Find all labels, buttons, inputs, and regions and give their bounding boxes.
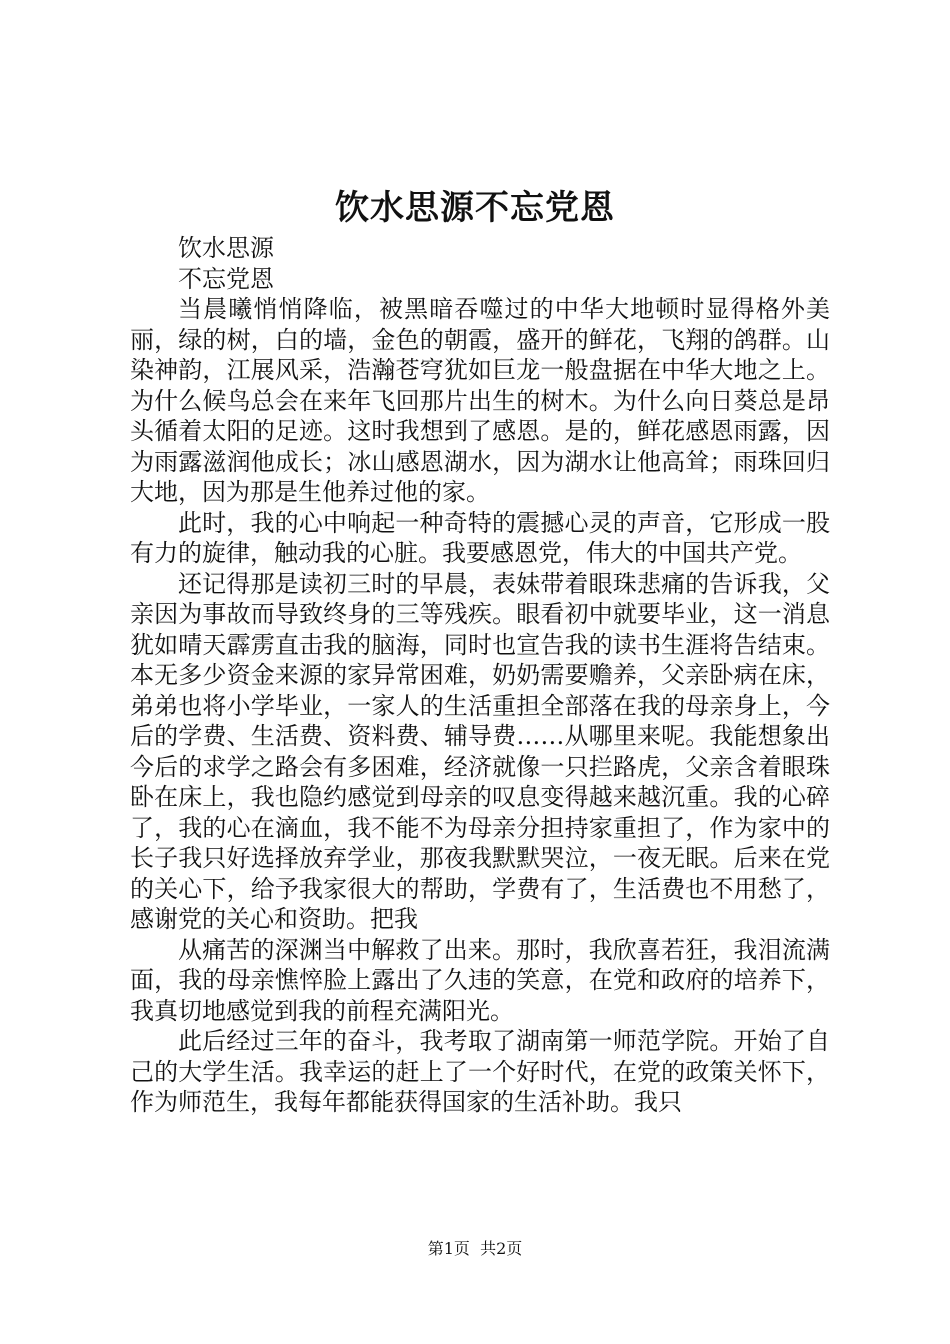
subtitle-line-1: 饮水思源	[178, 234, 274, 262]
footer-separator	[470, 1239, 480, 1258]
paragraph: 此时，我的心中响起一种奇特的震撼心灵的声音，它形成一股有力的旋律，触动我的心脏。我要感恩党，伟大的中国共产党。	[130, 508, 830, 567]
document-title: 饮水思源不忘党恩	[335, 188, 615, 228]
page-number: 第1页	[427, 1239, 470, 1258]
page-total: 共2页	[480, 1239, 523, 1258]
page-footer	[0, 1238, 950, 1260]
paragraph: 还记得那是读初三时的早晨，表妹带着眼珠悲痛的告诉我，父亲因为事故而导致终身的三等残疾。眼看初中就要毕业，这一消息犹如晴天霹雳直击我的脑海，同时也宣告我的读书生涯将告结束。本无多少资金来源的家异常困难，奶奶需要赡养，父亲卧病在床，弟弟也将小学毕业，一家人的生活重担全部落在我的母亲身上，今后的学费、生活费、资料费、辅导费……从哪里来呢。我能想象出今后的求学之路会有多困难，经济就像一只拦路虎，父亲含着眼珠卧在床上，我也隐约感觉到母亲的叹息变得越来越沉重。我的心碎了，我的心在滴血，我不能不为母亲分担持家重担了，作为家中的长子我只好选择放弃学业，那夜我默默哭泣，一夜无眠。后来在党的关心下，给予我家很大的帮助，学费有了，生活费也不用愁了，感谢党的关心和资助。把我	[130, 569, 830, 933]
subtitle-line-2: 不忘党恩	[178, 264, 274, 293]
document-body	[130, 233, 830, 1118]
paragraph: 此后经过三年的奋斗，我考取了湖南第一师范学院。开始了自己的大学生活。我幸运的赶上了一个好时代，在党的政策关怀下，作为师范生，我每年都能获得国家的生活补助。我只	[130, 1027, 830, 1116]
paragraph: 当晨曦悄悄降临，被黑暗吞噬过的中华大地顿时显得格外美丽，绿的树，白的墙，金色的朝霞，盛开的鲜花，飞翔的鸽群。山染神韵，江展风采，浩瀚苍穹犹如巨龙一般盘据在中华大地之上。为什么候鸟总会在来年飞回那片出生的树木。为什么向日葵总是昂头循着太阳的足迹。这时我想到了感恩。是的，鲜花感恩雨露，因为雨露滋润他成长；冰山感恩湖水，因为湖水让他高耸；雨珠回归大地，因为那是生他养过他的家。	[130, 295, 830, 506]
paragraph: 从痛苦的深渊当中解救了出来。那时，我欣喜若狂，我泪流满面，我的母亲憔悴脸上露出了久违的笑意，在党和政府的培养下，我真切地感觉到我的前程充满阳光。	[130, 935, 830, 1025]
